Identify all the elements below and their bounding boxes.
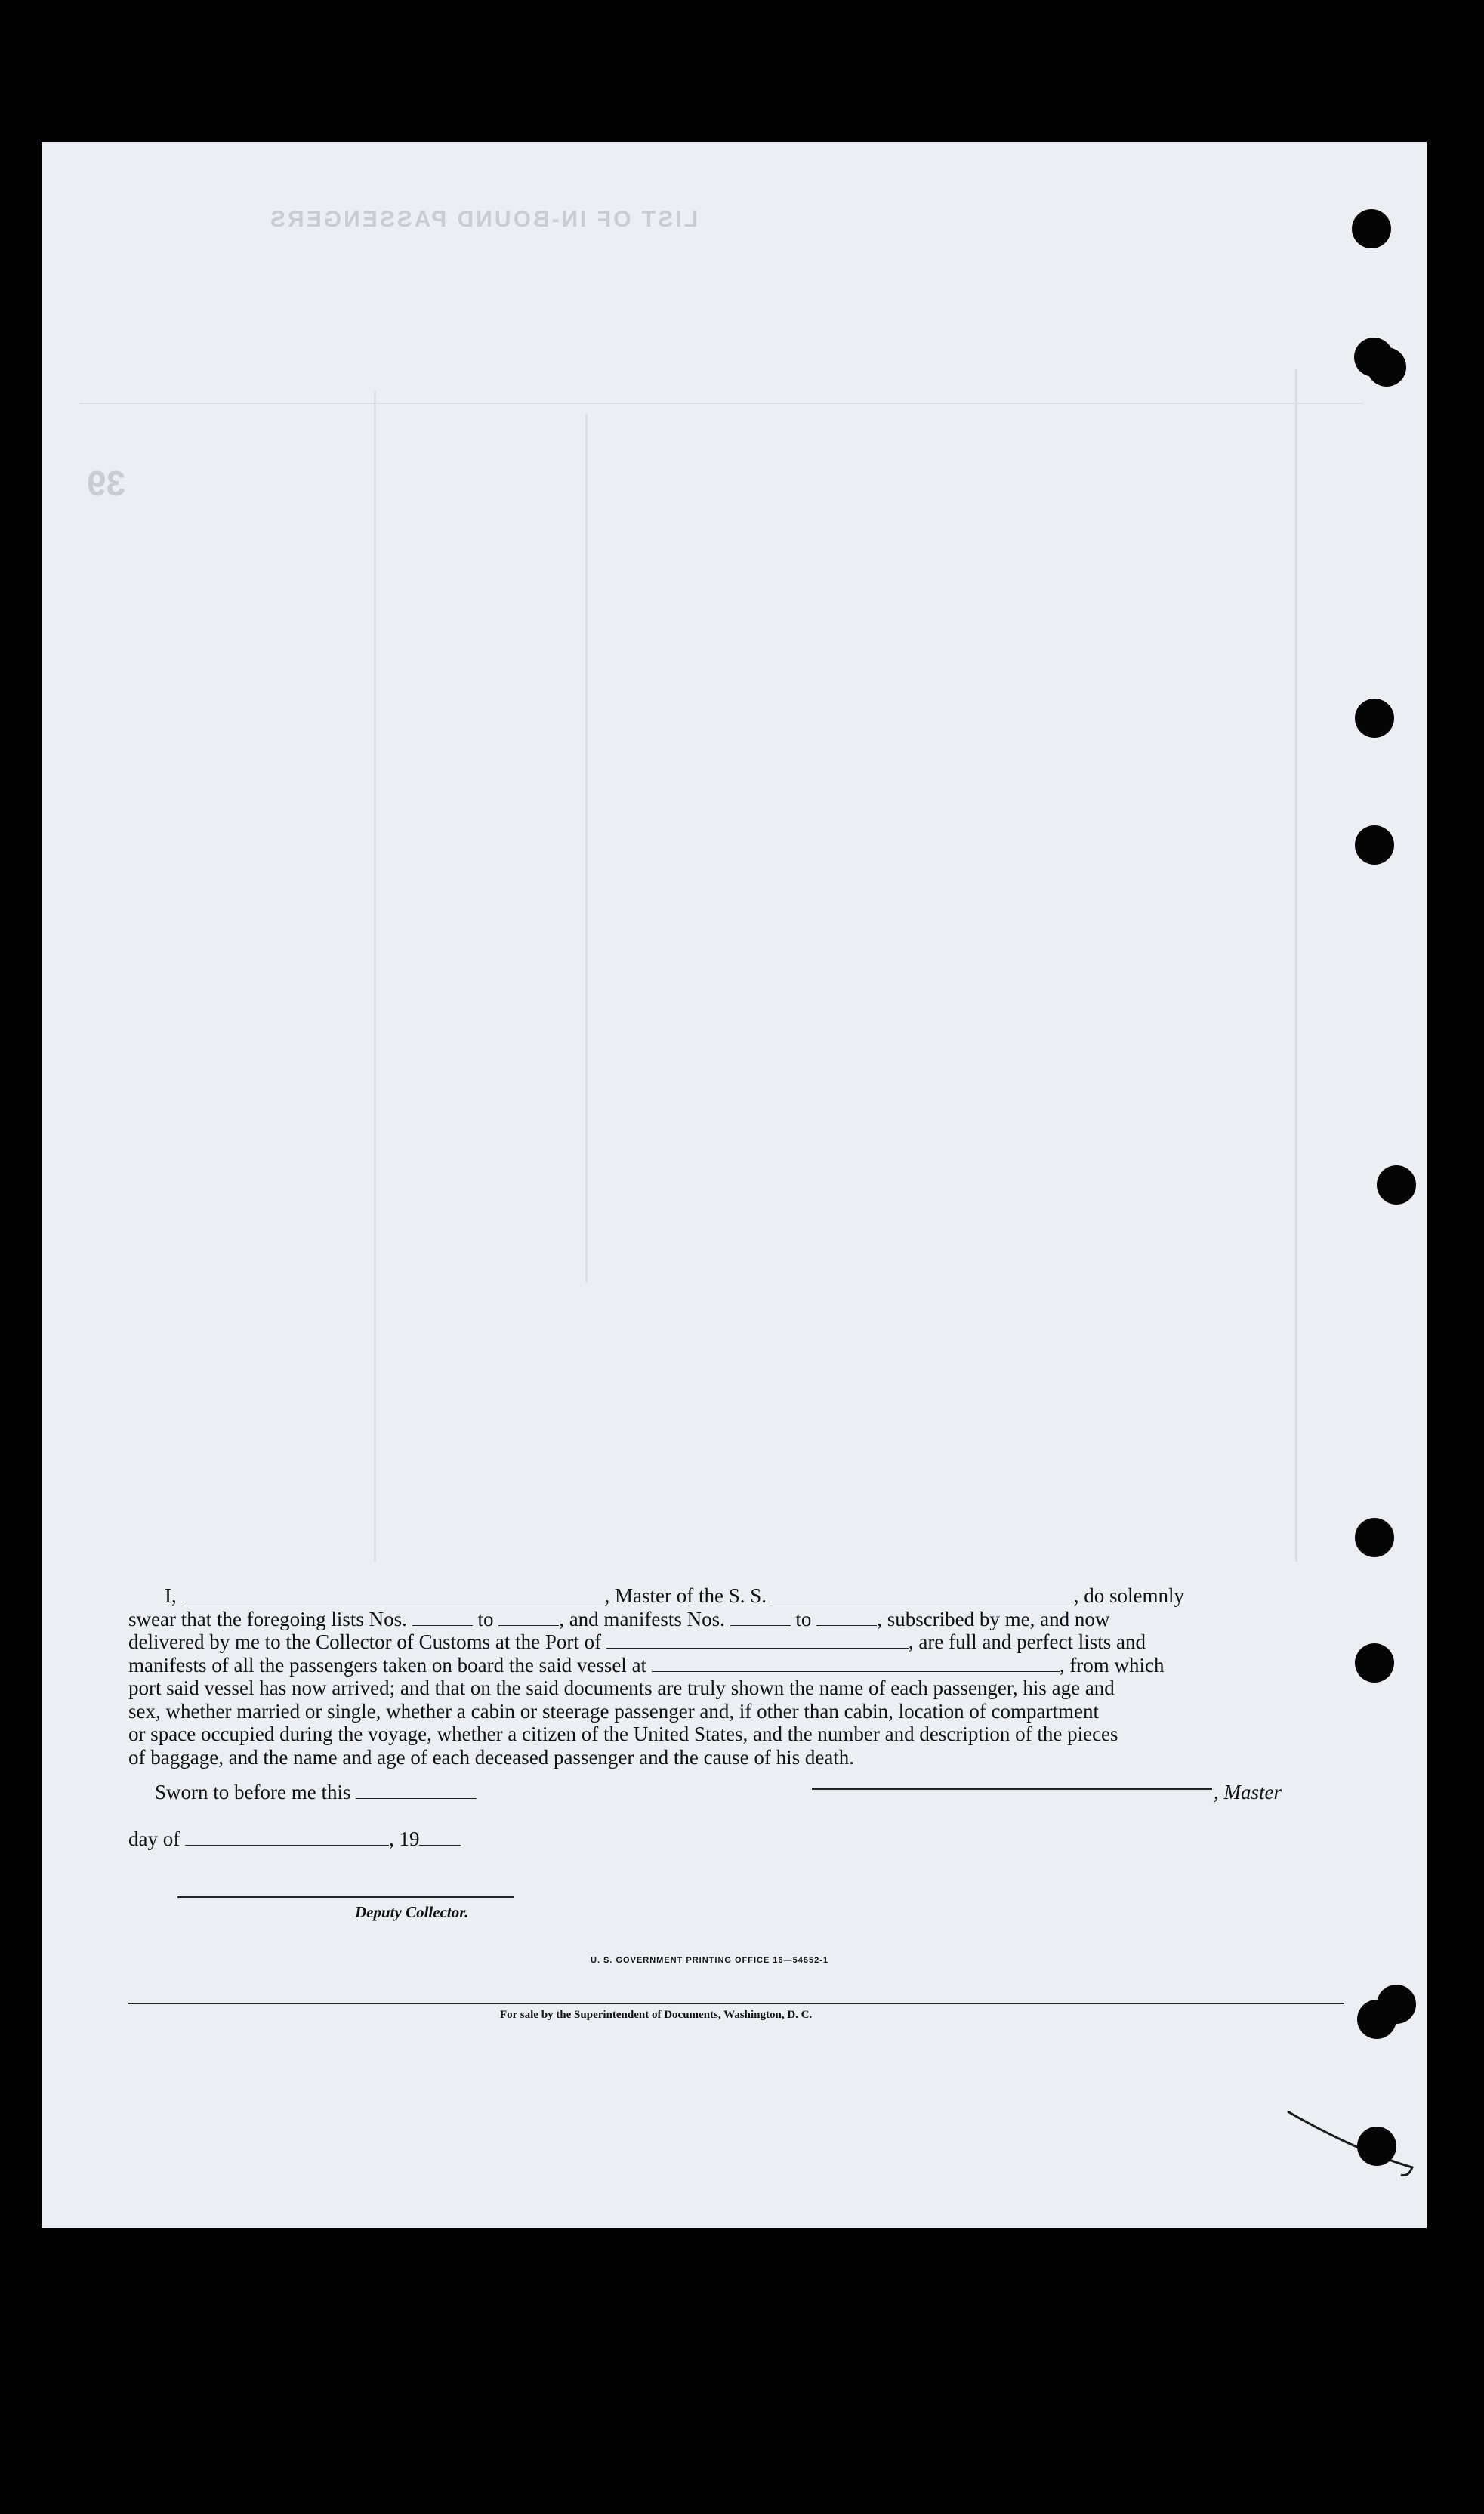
master-name-field[interactable] — [182, 1584, 605, 1602]
embarkation-port-field[interactable] — [652, 1654, 1060, 1672]
manifest-from-field[interactable] — [730, 1608, 791, 1626]
oath-manifests-all: manifests of all the passengers taken on board the said vessel at — [128, 1653, 647, 1677]
oath-i: I, — [165, 1584, 177, 1607]
punch-hole — [1355, 1518, 1394, 1557]
oath-solemnly: , do solemnly — [1073, 1584, 1184, 1607]
ship-name-field[interactable] — [772, 1584, 1074, 1602]
oath-line-5: port said vessel has now arrived; and that on the said documents are truly shown the name of each passenger, his age and — [128, 1677, 1115, 1699]
deputy-collector-label: Deputy Collector. — [355, 1903, 469, 1921]
year-label: , 19 — [388, 1828, 420, 1850]
oath-delivered: delivered by me to the Collector of Customs at the Port of — [128, 1630, 602, 1653]
oath-line-6: sex, whether married or single, whether a cabin or steerage passenger and, if other than cabin, location of compartment — [128, 1699, 1100, 1723]
month-field[interactable] — [185, 1828, 389, 1846]
master-label: , Master — [1214, 1781, 1282, 1803]
oath-line-1 — [128, 1584, 1344, 1608]
punch-hole — [1367, 347, 1406, 387]
oath-to-2: to — [795, 1607, 812, 1630]
punch-hole — [1355, 825, 1394, 865]
punch-hole — [1355, 1643, 1394, 1683]
oath-to-1: to — [477, 1607, 494, 1630]
bleed-through-rule — [374, 391, 376, 1562]
bleed-through-rule — [585, 414, 588, 1282]
oath-line-3 — [128, 1630, 1344, 1654]
punch-hole — [1357, 2000, 1396, 2039]
oath-line-7: or space occupied during the voyage, whether a citizen of the United States, and the number and description of the pieces — [128, 1723, 1118, 1745]
bleed-through-title: LIST OF IN-BOUND PASSENGERS — [268, 207, 698, 232]
oath-paragraph — [128, 1584, 1344, 1769]
list-from-field[interactable] — [412, 1608, 473, 1626]
punch-hole — [1377, 1165, 1416, 1205]
oath-line-8: of baggage, and the name and age of each deceased passenger and the cause of his death. — [128, 1745, 855, 1769]
oath-swear: swear that the foregoing lists Nos. — [128, 1607, 407, 1630]
punch-hole — [1355, 699, 1394, 738]
oath-subscribed: , subscribed by me, and now — [877, 1607, 1110, 1630]
oath-manifests: , and manifests Nos. — [559, 1607, 725, 1630]
printing-office-line: U. S. GOVERNMENT PRINTING OFFICE 16—54652-1 — [591, 1956, 829, 1965]
day-of-row — [128, 1828, 461, 1851]
footer-rule — [128, 2003, 1344, 2004]
bleed-through-rule — [1295, 369, 1297, 1562]
list-to-field[interactable] — [498, 1608, 559, 1626]
oath-line-2 — [128, 1608, 1344, 1631]
pencil-mark — [1280, 2105, 1431, 2189]
sworn-label: Sworn to before me this — [155, 1781, 351, 1803]
sworn-day-field[interactable] — [356, 1781, 477, 1799]
day-of-label: day of — [128, 1828, 180, 1850]
port-field[interactable] — [606, 1630, 909, 1649]
bleed-through-number: 39 — [87, 464, 126, 503]
oath-from-which: , from which — [1059, 1653, 1165, 1677]
oath-line-4 — [128, 1654, 1344, 1677]
oath-full: , are full and perfect lists and — [908, 1630, 1146, 1653]
oath-master-of: , Master of the S. S. — [604, 1584, 767, 1607]
manifest-to-field[interactable] — [816, 1608, 877, 1626]
master-signature-line[interactable] — [812, 1788, 1212, 1790]
sworn-row — [155, 1781, 477, 1804]
year-field[interactable] — [419, 1828, 461, 1846]
footer-note: For sale by the Superintendent of Documents, Washington, D. C. — [500, 2009, 813, 2021]
bleed-through-rule — [79, 403, 1363, 404]
punch-hole — [1352, 209, 1391, 248]
document-page — [42, 142, 1427, 2228]
deputy-signature-line[interactable] — [177, 1896, 514, 1898]
punch-hole — [1357, 2127, 1396, 2166]
